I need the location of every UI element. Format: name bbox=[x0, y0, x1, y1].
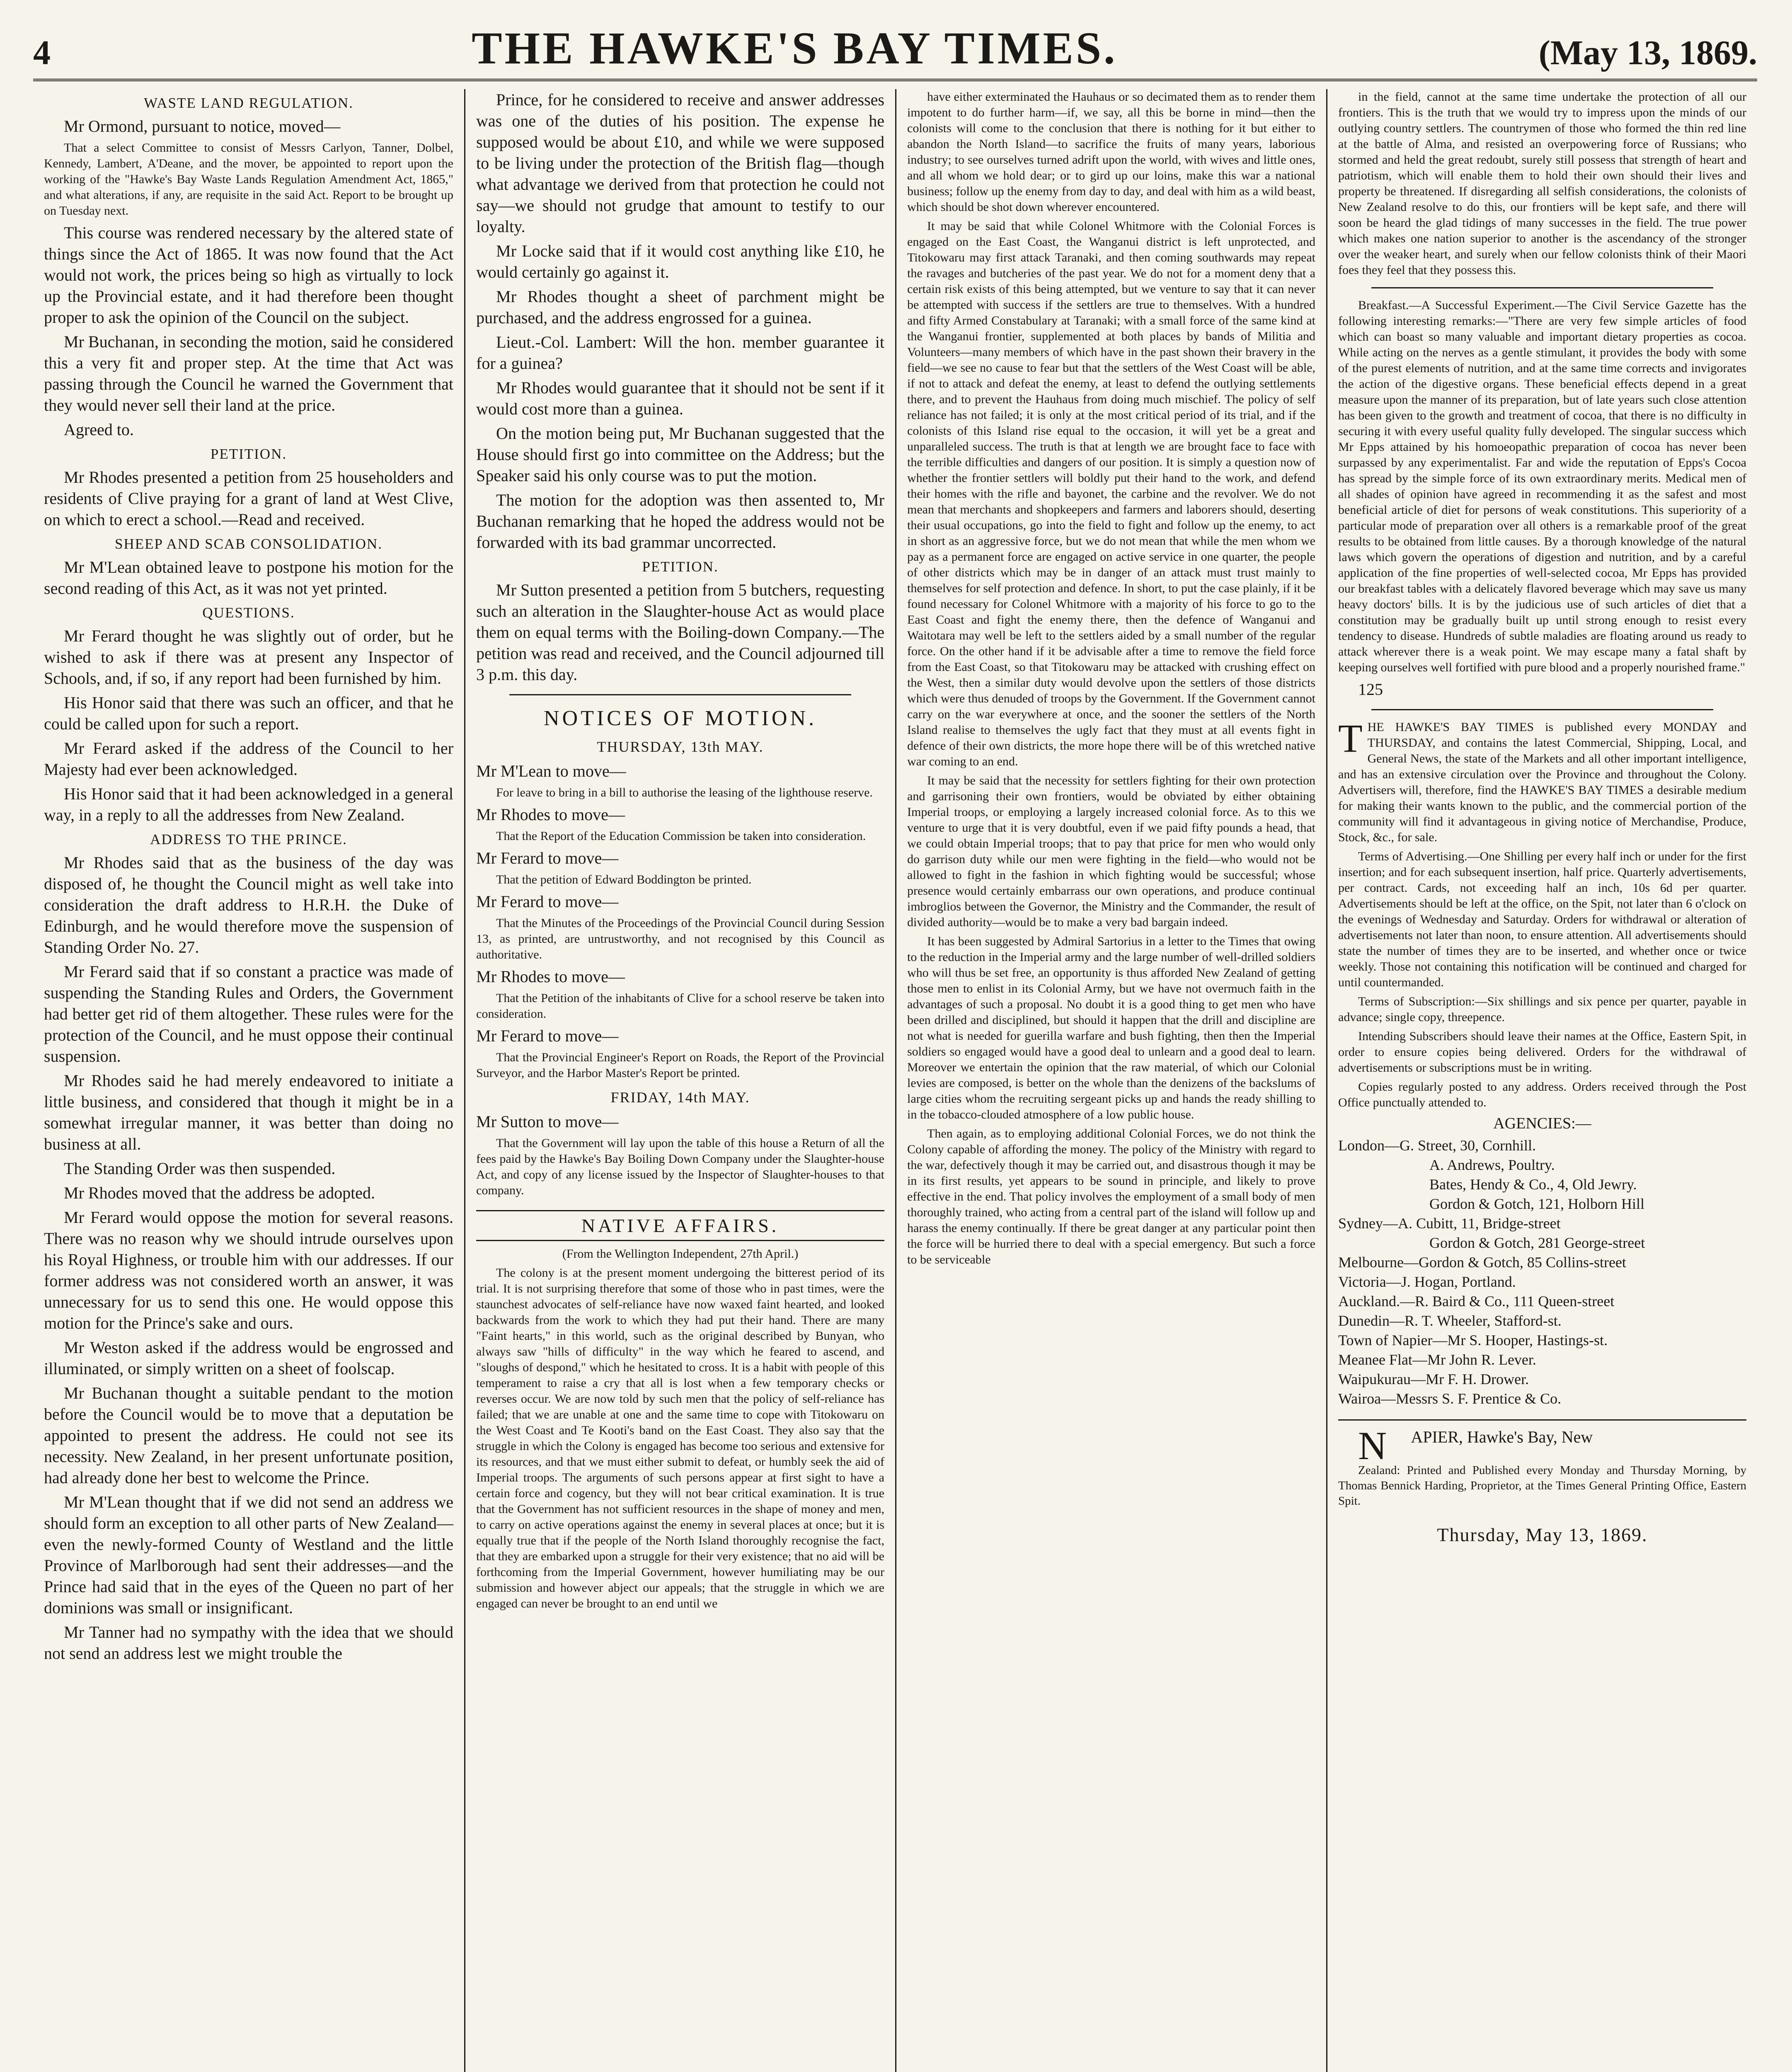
paragraph: Mr Rhodes would guarantee that it should not be sent if it would cost more than a guinea. bbox=[476, 378, 884, 418]
agency-agent: R. Baird & Co., 111 Queen-street bbox=[1414, 1293, 1615, 1310]
paragraph: On the motion being put, Mr Buchanan suggested that the House should first go into committee on the Address; but the Speaker said his only course was to put the motion. bbox=[476, 424, 884, 485]
paragraph: Mr Tanner had no sympathy with the idea that we should not send an address lest we might trouble the bbox=[44, 1623, 453, 1663]
dateline: Thursday, May 13, 1869. bbox=[1437, 1524, 1648, 1545]
agency-agent: Mr S. Hooper, Hastings-st. bbox=[1447, 1332, 1608, 1348]
native-affairs-body: Then again, as to employing additional Colonial Forces, we do not think the Colony capable of affording the money. The policy of the Ministry with regard to the war, defectively though it may be carried out, and disastrous though it may be in its first results, yet appears to be sound in principle, and likely to prove effective in the end. That policy involves the employment of a small body of men thoroughly trained, who acting from a central part of the island will follow up and harass the enemy continually. If there be great danger at any particular point then the force will be hurried there to deal with a special emergency. But such a force to be serviceable bbox=[907, 1127, 1315, 1266]
native-affairs-body: It has been suggested by Admiral Sartorius in a letter to the Times that owing to the reduction in the Imperial army and the large number of well-drilled soldiers who will thus be set free, an opportunity is thus afforded New Zealand of getting those men to enlist in its Colonial Army, but we have not overmuch faith in the advantages of such a proposal. No doubt it is a good thing to get men who have been drilled and disciplined, but should it happen that the drill and discipline are not what is needed for guerilla warfare and bush fighting, then then the Imperial soldiers so engaged would have a good deal to unlearn and a good deal to learn. Moreover we entertain the opinion that the raw material, of which our Colonial levies are composed, is better on the whole than the denizens of the backslums of large cities whom the recruiting sergeant picks up and hands the ready shilling to in the tobacco-clouded atmosphere of a low public house. bbox=[907, 934, 1315, 1121]
notice-mover: Mr Ferard to move— bbox=[476, 1026, 619, 1045]
agency-row bbox=[1338, 1272, 1746, 1292]
native-affairs-heading: NATIVE AFFAIRS. bbox=[476, 1210, 884, 1241]
paragraph: Mr Rhodes moved that the address be adopted. bbox=[64, 1184, 375, 1202]
agency-row bbox=[1338, 1214, 1746, 1233]
notice-mover: Mr Ferard to move— bbox=[476, 892, 619, 911]
notice-mover: Mr Ferard to move— bbox=[476, 849, 619, 867]
paragraph: Lieut.-Col. Lambert: Will the hon. member guarantee it for a guinea? bbox=[476, 333, 884, 373]
agency-agent: G. Street, 30, Cornhill. bbox=[1400, 1137, 1536, 1154]
agency-place: Wairoa— bbox=[1338, 1390, 1396, 1407]
publisher-notice-text: HE HAWKE'S BAY TIMES is published every MONDAY and THURSDAY, and contains the latest Commercial, Shipping, Local, and General News, the state of the Markets and all other important intelligence, and has an extensive circulation over the Province and throughout the Colony. Advertisers will, therefore, find the HAWKE'S BAY TIMES a desirable medium for making their wants known to the public, and the commercial portion of the community will find it advantageous in giving notice of Merchandise, Produce, Stock, &c., for sale. bbox=[1338, 720, 1746, 844]
divider bbox=[1371, 287, 1713, 288]
agency-row bbox=[1338, 1292, 1746, 1311]
agency-agent: A. Cubitt, 11, Bridge-street bbox=[1398, 1215, 1561, 1232]
questions-heading: QUESTIONS. bbox=[202, 605, 295, 621]
notice-text: That the petition of Edward Boddington be printed. bbox=[496, 873, 752, 886]
imprint bbox=[1338, 1419, 1746, 1509]
paragraph: Mr M'Lean obtained leave to postpone his motion for the second reading of this Act, as it was not yet printed. bbox=[44, 558, 453, 598]
paragraph: Mr Ferard asked if the address of the Council to her Majesty had ever been acknowledged. bbox=[44, 739, 453, 779]
waste-land-heading: WASTE LAND REGULATION. bbox=[144, 95, 354, 111]
agency-place: Sydney— bbox=[1338, 1215, 1398, 1232]
paragraph: Mr Ormond, pursuant to notice, moved— bbox=[64, 117, 341, 136]
agency-row bbox=[1338, 1175, 1746, 1194]
agency-place: Waipukurau— bbox=[1338, 1371, 1426, 1387]
terms-advertising: Terms of Advertising.—One Shilling per every half inch or under for the first insertion; and for each subsequent insertion, half price. Quarterly advertisements, per contract. Cards, not exceeding half an inch, 10s 6d per quarter. Advertisements should be left at the office, on the Spit, not later than 6 o'clock on the evenings of Wednesday and Saturday. Orders for withdrawal or alteration of advertisements not later than noon, to ensure attention. All advertisements should state the number of times they are to be inserted, and whether once or twice weekly. Those not containing this notification will be continued and charged for until countermanded. bbox=[1338, 850, 1746, 989]
masthead bbox=[33, 17, 1757, 81]
agency-agent: Bates, Hendy & Co., 4, Old Jewry. bbox=[1429, 1176, 1637, 1193]
publisher-notice bbox=[1338, 716, 1746, 845]
notice-text: That the Minutes of the Proceedings of the Provincial Council during Session 13, as printed, are untrustworthy, and not recognised by this Council as authoritative. bbox=[476, 916, 884, 961]
native-affairs-body: have either exterminated the Hauhaus or so decimated them as to render them impotent to do further harm—if, we say, all this be borne in mind—then the colonists will come to the conclusion that there is nothing for it but either to abandon the North Island—to sacrifice the fruits of many years, laborious industry; to see ourselves turned adrift upon the world, with wives and little ones, and all whom we hold dear; or to gird up our loins, make this war a national business; follow up the enemy from day to day, and deal with him as a wild beast, which should be shot down wherever encountered. bbox=[907, 90, 1315, 214]
notice-text: That the Provincial Engineer's Report on Roads, the Report of the Provincial Surveyor, and the Harbor Master's Report be printed. bbox=[476, 1051, 884, 1080]
native-affairs-body: in the field, cannot at the same time undertake the protection of all our frontiers. This is the truth that we would try to impress upon the minds of our outlying country settlers. The countrymen of those who formed the thin red line at the battle of Alma, and resisted an overpowering force of Russians; who stormed and held the great redoubt, surely still possess that strength of heart and patriotism, which will enable them to hold their own should their lives and property be threatened. If disregarding all selfish considerations, the colonists of New Zealand resolve to do this, our frontiers will be kept safe, and there will soon be heard the glad tidings of many successes in the field. The true power which makes one nation superior to another is the ascendancy of the stronger over the weaker heart, and surely when our fellow colonists think of their Maori foes they feel that they possess this. bbox=[1338, 90, 1746, 277]
paragraph: Mr Sutton presented a petition from 5 butchers, requesting such an alteration in the Slaughter-house Act as would place them on equal terms with the Boiling-down Company.—The petition was read and received, and the Council adjourned till 3 p.m. this day. bbox=[476, 581, 884, 684]
newspaper-title: THE HAWKE'S BAY TIMES. bbox=[472, 23, 1118, 73]
agency-agent: Mr John R. Lever. bbox=[1427, 1351, 1536, 1368]
imprint-text: Zealand: Printed and Published every Monday and Thursday Morning, by Thomas Bennick Harding, Proprietor, at the Times General Printing Office, Eastern Spit. bbox=[1338, 1464, 1746, 1508]
notice-text: That the Government will lay upon the table of this house a Return of all the fees paid by the Hawke's Bay Boiling Down Company under the Slaughter-house Act, and copy of any license issued by the Inspector of Slaughter-houses to that company. bbox=[476, 1136, 884, 1197]
address-prince-heading: ADDRESS TO THE PRINCE. bbox=[150, 831, 347, 847]
imprint-heading-text: APIER, Hawke's Bay, New bbox=[1411, 1428, 1593, 1446]
paragraph: The motion for the adoption was then assented to, Mr Buchanan remarking that he hoped the address would not be forwarded with its bad grammar uncorrected. bbox=[476, 491, 884, 552]
agency-row bbox=[1338, 1155, 1746, 1175]
subscriber-note: Intending Subscribers should leave their names at the Office, Eastern Spit, in order to ensure copies being delivered. Orders for the withdrawal of advertisements or subscriptions must be in writing. bbox=[1338, 1029, 1746, 1075]
agency-agent: R. T. Wheeler, Stafford-st. bbox=[1404, 1312, 1562, 1329]
paragraph: Prince, for he considered to receive and answer addresses was one of the duties of his position. The expense he supposed would be about £10, and while we were supposed to be living under the protection of the British flag—though what advantage we derived from that protection he could not say—we should not grudge that amount to testify to our loyalty. bbox=[476, 90, 884, 236]
paragraph: Mr M'Lean thought that if we did not send an address we should form an exception to all other parts of New Zealand—even the newly-formed County of Westland and the little Province of Marlborough had sent their addresses—and the Prince had said that in the eyes of the Queen no part of her dominions was small or insignificant. bbox=[44, 1493, 453, 1617]
paragraph: Mr Rhodes said that as the business of the day was disposed of, he thought the Council might as well take into consideration the draft address to H.R.H. the Duke of Edinburgh, and he would therefore move the suspension of Standing Order No. 27. bbox=[44, 853, 453, 956]
paragraph: His Honor said that it had been acknowledged in a general way, in a reply to all the addresses from New Zealand. bbox=[44, 784, 453, 824]
agency-agent: Gordon & Gotch, 281 George-street bbox=[1429, 1234, 1645, 1251]
agency-place: Melbourne— bbox=[1338, 1254, 1419, 1271]
agency-row bbox=[1338, 1350, 1746, 1370]
article-source: (From the Wellington Independent, 27th April.) bbox=[562, 1247, 799, 1261]
paragraph: Mr Rhodes thought a sheet of parchment might be purchased, and the address engrossed for a guinea. bbox=[476, 287, 884, 327]
paragraph: This course was rendered necessary by the altered state of things since the Act of 1865. It was now found that the Act would not work, the prices being so high as virtually to lock up the Provincial estate, and it had therefore been thought proper to ask the opinion of the Council on the subject. bbox=[44, 223, 453, 327]
advert-number: 125 bbox=[1358, 680, 1383, 699]
divider bbox=[509, 694, 851, 695]
sheep-scab-heading: SHEEP AND SCAB CONSOLIDATION. bbox=[115, 536, 383, 552]
agency-place: Victoria— bbox=[1338, 1273, 1401, 1290]
paragraph: Mr Ferard would oppose the motion for several reasons. There was no reason why we should intrude ourselves upon his Royal Highness, or trouble him with our addresses. If our former address was not considered worth an answer, it was unnecessary for us to send this one. He would oppose this motion for the Prince's sake and ours. bbox=[44, 1208, 453, 1332]
column-3 bbox=[895, 89, 1326, 2072]
imprint-heading bbox=[1338, 1423, 1746, 1468]
petition-heading: PETITION. bbox=[642, 559, 719, 575]
native-affairs-body: The colony is at the present moment undergoing the bitterest period of its trial. It is not surprising therefore that some of those who in past times, were the staunchest advocates of self-reliance have now waxed faint hearted, and looked backwards from the work to which they had put their hand. There are many "Faint hearts," in this world, such as the original described by Bunyan, who always saw "hills of difficulty" in the way which he feared to ascend, and "sloughs of despond," which he hesitated to cross. It is a habit with people of this temperament to raise a cry that all is lost when a few temporary checks or reverses occur. We are now told by such men that the policy of self-reliance has failed; that we are unable at one and the same time to cope with Titokowaru on the West Coast and Te Kooti's band on the East Coast. They also say that the struggle in which the Colony is engaged has become too serious and extensive for its resources, and that we must either submit to defeat, or humbly seek the aid of Imperial troops. The arguments of such persons appear at first sight to have a certain force and cogency, but they will not bear critical examination. It is true that the Government has not sufficient resources in the shape of money and men, to carry on active operations against the enemy in several places at once; but it is equally true that if the people of the North Island thoroughly recognise the fact, that they are embarked upon a struggle for their very existence; that no aid will be forthcoming from the Imperial Government, however humiliating may be our submission and however abject our appeals; that the struggle in which we are engaged can never be brought to an end until we bbox=[476, 1266, 884, 1610]
paragraph: Mr Rhodes said he had merely endeavored to initiate a little business, and considered that though it might be in a somewhat irregular manner, it was better than doing no business at all. bbox=[44, 1071, 453, 1153]
agency-row bbox=[1338, 1331, 1746, 1350]
native-affairs-body: It may be said that the necessity for settlers fighting for their own protection and garrisoning their own frontiers, would be obviated by either obtaining Imperial troops, or employing a largely increased colonial force. As to this we venture to urge that it is very doubtful, even if we paid fifty pounds a head, that we could obtain Imperial troops; that to pay that price for men who would only do garrison duty while our men were fighting in the field—who would not be allowed to fight in the fashion in which fighting would be successful; whose presence would certainly embarrass our own operations, and produce continual imbroglios between the Governor, the Ministry and the Commander, the result of divided authority—would be to make a very bad bargain indeed. bbox=[907, 774, 1315, 929]
agency-place: Town of Napier— bbox=[1338, 1332, 1448, 1348]
agency-row bbox=[1338, 1370, 1746, 1389]
agency-row bbox=[1338, 1389, 1746, 1409]
terms-subscription: Terms of Subscription:—Six shillings and six pence per quarter, payable in advance; single copy, threepence. bbox=[1338, 995, 1746, 1024]
agency-row bbox=[1338, 1311, 1746, 1331]
agency-agent: Mr F. H. Drower. bbox=[1426, 1371, 1529, 1387]
agencies-list bbox=[1338, 1114, 1746, 1409]
notice-text: That the Report of the Education Commission be taken into consideration. bbox=[496, 829, 866, 843]
agency-place: London— bbox=[1338, 1137, 1400, 1154]
thursday-heading: THURSDAY, 13th MAY. bbox=[597, 738, 764, 755]
paragraph: His Honor said that there was such an officer, and that he could be called upon for such a report. bbox=[44, 693, 453, 733]
agency-row bbox=[1338, 1253, 1746, 1272]
agency-agent: J. Hogan, Portland. bbox=[1401, 1273, 1516, 1290]
agency-agent: Messrs S. F. Prentice & Co. bbox=[1396, 1390, 1562, 1407]
paragraph: The Standing Order was then suspended. bbox=[64, 1159, 336, 1178]
breakfast-article: Breakfast.—A Successful Experiment.—The Civil Service Gazette has the following interesting remarks:—"There are very few simple articles of food which can boast so many valuable and important dietary properties as cocoa. While acting on the nerves as a gentle stimulant, it provides the body with some of the purest elements of nutrition, and at the same time corrects and invigorates the action of the digestive organs. These beneficial effects depend in a great measure upon the manner of its preparation, but of late years such close attention has been given to the growth and treatment of cocoa, that there is no difficulty in securing it with every useful quality fully developed. The singular success which Mr Epps attained by his homoeopathic preparation of cocoa has never been surpassed by any experimentalist. Far and wide the reputation of Epps's Cocoa has spread by the simple force of its own extraordinary merits. Medical men of all shades of opinion have agreed in recommending it as the safest and most beneficial article of diet for persons of weak constitutions. This superiority of a particular mode of preparation over all others is a remarkable proof of the great results to be obtained from little causes. By a thorough knowledge of the natural laws which govern the operations of digestion and nutrition, and by a careful application of the fine properties of well-selected cocoa, Mr Epps has provided our breakfast tables with a delicately flavored beverage which may save us many heavy doctors' bills. It is by the judicious use of such articles of diet that a constitution may be gradually built up until strong enough to resist every tendency to disease. Hundreds of subtle maladies are floating around us ready to attack wherever there is a weak point. We may escape many a fatal shaft by keeping ourselves well fortified with pure blood and a properly nourished frame." bbox=[1338, 298, 1746, 674]
notice-mover: Mr M'Lean to move— bbox=[476, 762, 626, 780]
issue-date: (May 13, 1869. bbox=[1538, 34, 1757, 72]
motion-text: That a select Committee to consist of Messrs Carlyon, Tanner, Dolbel, Kennedy, Lambert, A'Deane, and the mover, be appointed to report upon the working of the "Hawke's Bay Waste Lands Regulation Amendment Act, 1865," and what alterations, if any, are requisite in the said Act. Report to be brought up on Tuesday next. bbox=[44, 141, 453, 218]
paragraph: Mr Weston asked if the address would be engrossed and illuminated, or simply written on a sheet of foolscap. bbox=[44, 1338, 453, 1378]
agency-place: Dunedin— bbox=[1338, 1312, 1405, 1329]
paragraph: Mr Locke said that if it would cost anything like £10, he would certainly go against it. bbox=[476, 242, 884, 281]
agency-agent: A. Andrews, Poultry. bbox=[1429, 1157, 1555, 1173]
page-number: 4 bbox=[33, 34, 51, 72]
paragraph: Mr Ferard said that if so constant a practice was made of suspending the Standing Rules and Orders, the Government had better get rid of them altogether. These rules were for the protection of the Council, and he must oppose their continual suspension. bbox=[44, 962, 453, 1065]
agency-agent: Gordon & Gotch, 121, Holborn Hill bbox=[1429, 1196, 1644, 1212]
notice-mover: Mr Rhodes to move— bbox=[476, 805, 625, 824]
notices-of-motion-heading: NOTICES OF MOTION. bbox=[544, 707, 817, 730]
agency-place: Auckland.— bbox=[1338, 1293, 1415, 1310]
paragraph: Mr Buchanan, in seconding the motion, said he considered this a very fit and proper step. At the time that Act was passing through the Council he warned the Government that they would never sell their land at the price. bbox=[44, 332, 453, 414]
agency-place: Meanee Flat— bbox=[1338, 1351, 1427, 1368]
column-4 bbox=[1326, 89, 1757, 2072]
paragraph: Mr Ferard thought he was slightly out of order, but he wished to ask if there was at present any Inspector of Schools, and, if so, if any report had been furnished by him. bbox=[44, 627, 453, 687]
drop-cap: T bbox=[1338, 716, 1363, 760]
divider bbox=[1371, 709, 1713, 710]
column-1 bbox=[33, 89, 464, 2072]
notice-mover: Mr Sutton to move— bbox=[476, 1112, 619, 1131]
columns bbox=[33, 89, 1757, 2072]
agency-row bbox=[1338, 1194, 1746, 1214]
drop-cap: N bbox=[1358, 1423, 1387, 1468]
paragraph: Agreed to. bbox=[64, 420, 134, 439]
postal-note: Copies regularly posted to any address. Orders received through the Post Office punctually attended to. bbox=[1338, 1080, 1746, 1109]
friday-heading: FRIDAY, 14th MAY. bbox=[610, 1089, 750, 1106]
notice-text: For leave to bring in a bill to authorise the leasing of the lighthouse reserve. bbox=[496, 786, 873, 799]
agency-row bbox=[1338, 1136, 1746, 1155]
paragraph: Mr Buchanan thought a suitable pendant to the motion before the Council would be to move that a deputation be appointed to present the address. He could not see its necessity. New Zealand, in her present unfortunate position, had already done her best to welcome the Prince. bbox=[44, 1384, 453, 1487]
notice-text: That the Petition of the inhabitants of Clive for a school reserve be taken into consideration. bbox=[476, 991, 884, 1021]
native-affairs-body: It may be said that while Colonel Whitmore with the Colonial Forces is engaged on the East Coast, the Wanganui district is left unprotected, and Titokowaru may first attack Taranaki, and then coming southwards may repeat the ravages and butcheries of the past year. We do not for a moment deny that a certain risk exists of this being attempted, but we venture to say that it can never be attempted with success if the settlers are true to themselves. With a hundred and fifty Armed Constabulary at Taranaki; with a small force of the same kind at the Wanganui frontier, supplemented at both places by bands of Militia and Volunteers—many members of which have in the past shown their bravery in the field—we see no cause to fear but that the settlers of the West Coast will be able, if not to attack and defeat the enemy, at least to defend the outlying settlements there, and to prevent the Hauhaus from doing much mischief. The policy of self reliance has not failed; it is only at the most critical period of its trial, and if the colonists of this Island rise equal to the occasion, it will yet be a great and unparalleled success. The truth is that at length we are brought face to face with the terrible difficulties and dangers of our position. It is simply a question now of whether the frontier settlers will boldly put their hand to the work, and defend their homes with the rifle and bayonet, the carbine and the revolver. We do not mean that merchants and shopkeepers and farmers and laborers should, deserting their usual occupations, go into the field to fight and follow up the enemy, to act in short as an aggressive force, but we do not mean that while the men whom we pay as a permanent force are engaged on active service in one quarter, the people of other districts which may be in danger of an attack must trust mainly to themselves for self protection and defence. In short, to put the case plainly, if it be found necessary for Colonel Whitmore with a majority of his force to go to the East Coast and fight the enemy there, then the defence of Wanganui and Waitotara may well be left to the settlers aided by a small number of the regular force. On the other hand if it be advisable after a time to remove the field force from the East Coast, so that Titokowaru may be attacked with crushing effect on the West, then a similar duty would devolve upon the settlers of those districts which were thus denuded of troops by the Government. If the Government cannot carry on the war everywhere at once, and the sooner the settlers of the North Island realise to themselves the ugly fact that they must at all events fight in defence of their own districts, the more hope there will be of this wretched native war coming to an end. bbox=[907, 219, 1315, 768]
agencies-heading: AGENCIES:— bbox=[1493, 1115, 1591, 1132]
petition-heading: PETITION. bbox=[210, 446, 287, 462]
column-2 bbox=[464, 89, 895, 2072]
paragraph: Mr Rhodes presented a petition from 25 householders and residents of Clive praying for a grant of land at West Clive, on which to erect a school.—Read and received. bbox=[44, 468, 453, 529]
notice-mover: Mr Rhodes to move— bbox=[476, 967, 625, 986]
agency-agent: Gordon & Gotch, 85 Collins-street bbox=[1418, 1254, 1626, 1271]
agency-row bbox=[1338, 1233, 1746, 1253]
